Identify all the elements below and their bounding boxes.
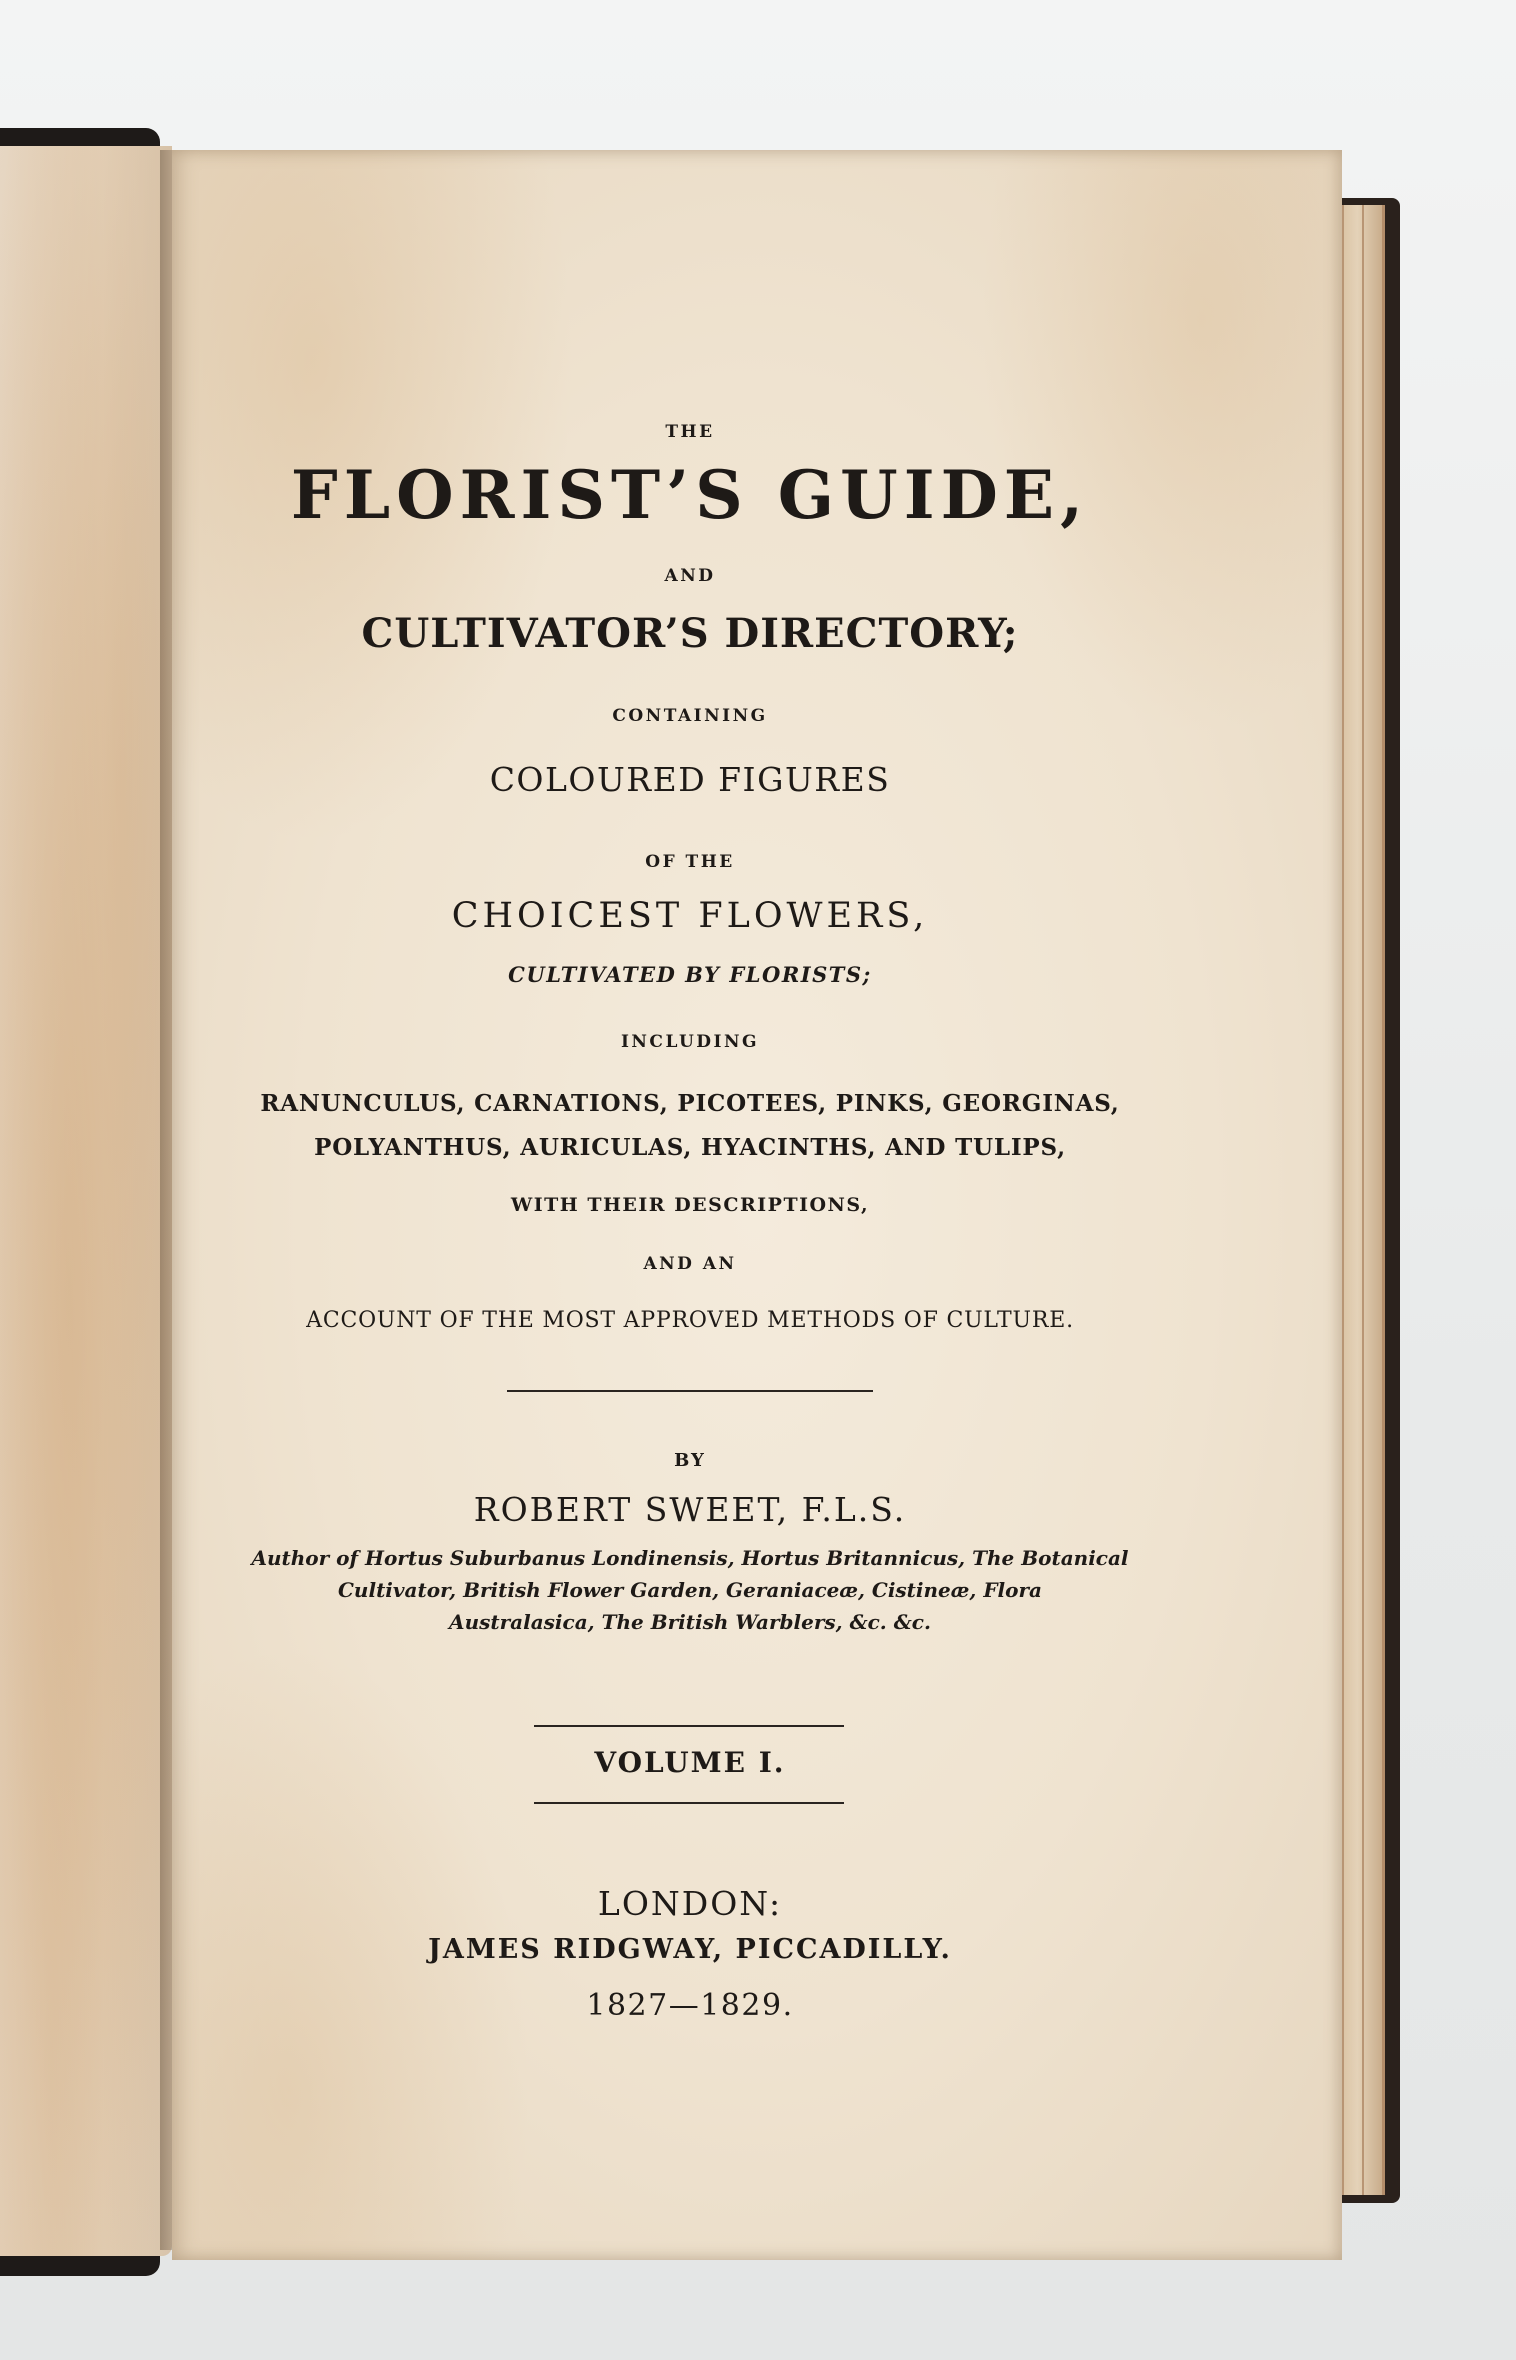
main-title: FLORIST’S GUIDE,: [290, 456, 1090, 534]
choicest-flowers: CHOICEST FLOWERS,: [451, 896, 929, 936]
volume-rule-bottom: [534, 1802, 844, 1804]
cultivated-by: CULTIVATED BY FLORISTS;: [508, 962, 872, 987]
with-descriptions: WITH THEIR DESCRIPTIONS,: [510, 1194, 870, 1216]
connector-and: AND: [664, 566, 716, 586]
title-article: THE: [665, 422, 715, 442]
publication-city: LONDON:: [597, 1884, 783, 1923]
connector-of-the: OF THE: [645, 852, 735, 872]
connector-by: BY: [674, 1450, 706, 1471]
subtitle: CULTIVATOR’S DIRECTORY;: [361, 610, 1019, 657]
author-name: ROBERT SWEET, F.L.S.: [473, 1490, 907, 1529]
account-of-culture: ACCOUNT OF THE MOST APPROVED METHODS OF CULTURE.: [306, 1308, 1074, 1333]
flower-list-line-2: POLYANTHUS, AURICULAS, HYACINTHS, AND TULIPS,: [314, 1134, 1066, 1161]
author-credits-line-2: Cultivator, British Flower Garden, Geraniaceæ, Cistineæ, Flora: [338, 1578, 1042, 1602]
flower-list-line-1: RANUNCULUS, CARNATIONS, PICOTEES, PINKS, GEORGINAS,: [260, 1090, 1120, 1117]
title-page: [172, 150, 1342, 2260]
publication-years: 1827—1829.: [586, 1988, 794, 2023]
author-credits-line-3: Australasica, The British Warblers, &c. &c.: [449, 1610, 931, 1634]
volume-rule-top: [534, 1725, 844, 1727]
left-page: [0, 146, 172, 2256]
volume-label: VOLUME I.: [594, 1746, 786, 1779]
title-page-content: [172, 150, 1208, 2260]
connector-and-an: AND AN: [643, 1254, 737, 1274]
divider-rule-top: [507, 1390, 873, 1392]
coloured-figures: COLOURED FIGURES: [489, 760, 891, 799]
connector-containing: CONTAINING: [612, 706, 768, 726]
publisher: JAMES RIDGWAY, PICCADILLY.: [428, 1934, 952, 1965]
connector-including: INCLUDING: [620, 1032, 760, 1052]
author-credits-line-1: Author of Hortus Suburbanus Londinensis, Hortus Britannicus, The Botanical: [251, 1546, 1129, 1570]
